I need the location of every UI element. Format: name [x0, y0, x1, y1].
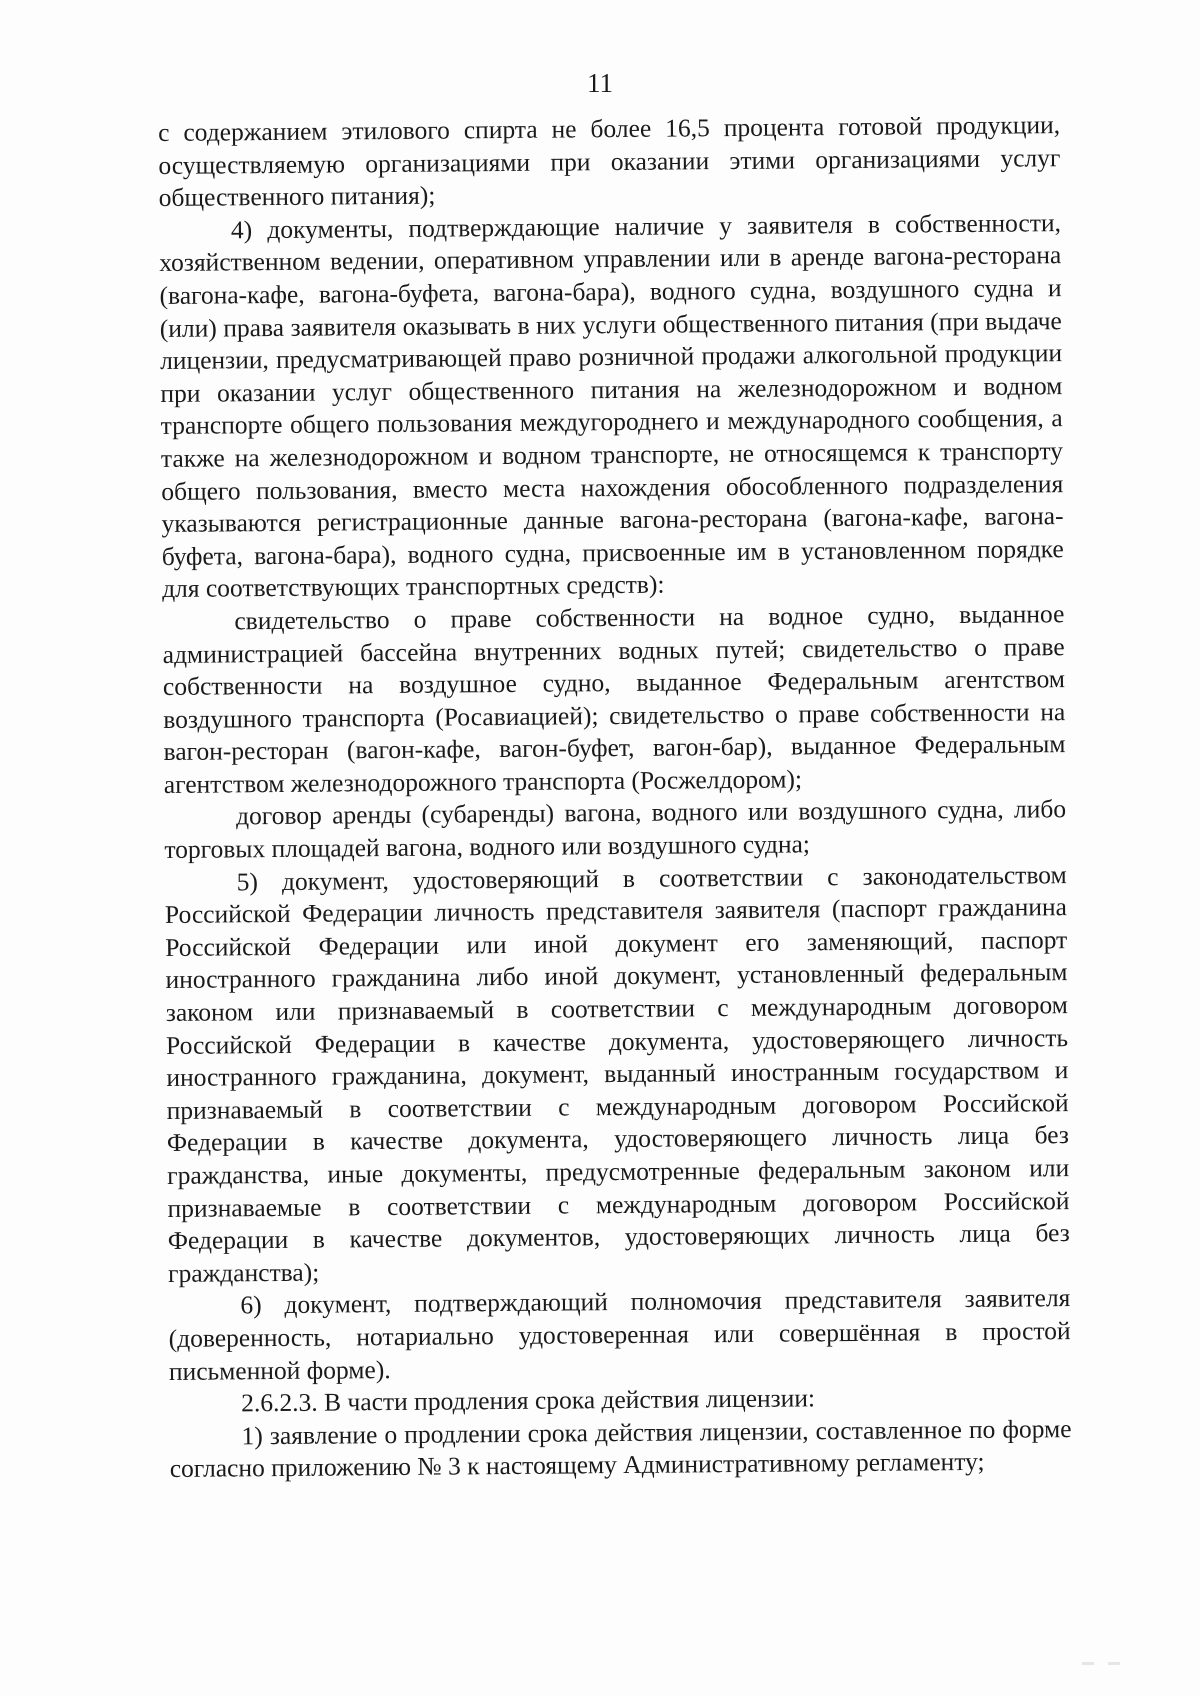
paragraph-lease-agreement: договор аренды (субаренды) вагона, водного или воздушного судна, либо торговых площадей вагона, водного или воздушного судна;: [164, 794, 1067, 865]
section-heading-2-6-2-3: 2.6.2.3. В части продления срока действия лицензии:: [241, 1383, 816, 1418]
scan-artifact: [1082, 1662, 1142, 1668]
scan-mark: [1108, 1662, 1120, 1665]
scan-mark: [1082, 1662, 1094, 1665]
paragraph-item-1-renewal: 1) заявление о продлении срока действия лицензии, составленное по форме согласно приложению № 3 к настоящему Административному регламенту;: [169, 1413, 1072, 1484]
paragraph-item-6: 6) документ, подтверждающий полномочия представителя заявителя (доверенность, нотариально удостоверенная или совершённая в простой письменной форме).: [168, 1283, 1071, 1386]
paragraph-continuation: с содержанием этилового спирта не более 16,5 процента готовой продукции, осуществляемую организациями при оказании этими организациями услуг общественного питания);: [158, 110, 1061, 213]
paragraph-item-5: 5) документ, удостоверяющий в соответствии с законодательством Российской Федерации личность представителя заявителя (паспорт гражданина Российской Федерации или иной документ его заменяющий, паспорт иностранного гражданина либо иной документ, установленный федеральным законом или признаваемый в соответствии с международным договором Российской Федерации в качестве документа, удостоверяющего личность иностранного гражданина, документ, выданный иностранным государством и признаваемый в соответствии с международным договором Российской Федерации в качестве документа, удостоверяющего личность лица без гражданства, иные документы, предусмотренные федеральным законом или признаваемые в соответствии с международным договором Российской Федерации в качестве документов, удостоверяющих личность лица без гражданства);: [164, 859, 1070, 1288]
document-body: [158, 109, 1072, 1486]
paragraph-certificates: свидетельство о праве собственности на водное судно, выданное администрацией бассейна внутренних водных путей; свидетельство о праве собственности на воздушное судно, выданное Федеральным агентством воздушного транспорта (Росавиацией); свидетельство о праве собственности на вагон-ресторан (вагон-кафе, вагон-буфет, вагон-бар), выданное Федеральным агентством железнодорожного транспорта (Росжелдором);: [162, 599, 1066, 799]
page-number: 11: [587, 68, 613, 98]
paragraph-item-4: 4) документы, подтверждающие наличие у заявителя в собственности, хозяйственном ведении, оперативном управлении или в аренде вагона-ресторана (вагона-кафе, вагона-буфета, вагона-бара), водного судна, воздушного судна и (или) права заявителя оказывать в них услуги общественного питания (при выдаче лицензии, предусматривающей право розничной продажи алкогольной продукции при оказании услуг общественного питания на железнодорожном и водном транспорте общего пользования междугороднего и международного сообщения, а также на железнодорожном и водном транспорте, не относящемся к транспорту общего пользования, вместо места нахождения обособленного подразделения указываются регистрационные данные вагона-ресторана (вагона-кафе, вагона-буфета, вагона-бара), водного судна, присвоенные им в установленном порядке для соответствующих транспортных средств):: [159, 207, 1064, 604]
